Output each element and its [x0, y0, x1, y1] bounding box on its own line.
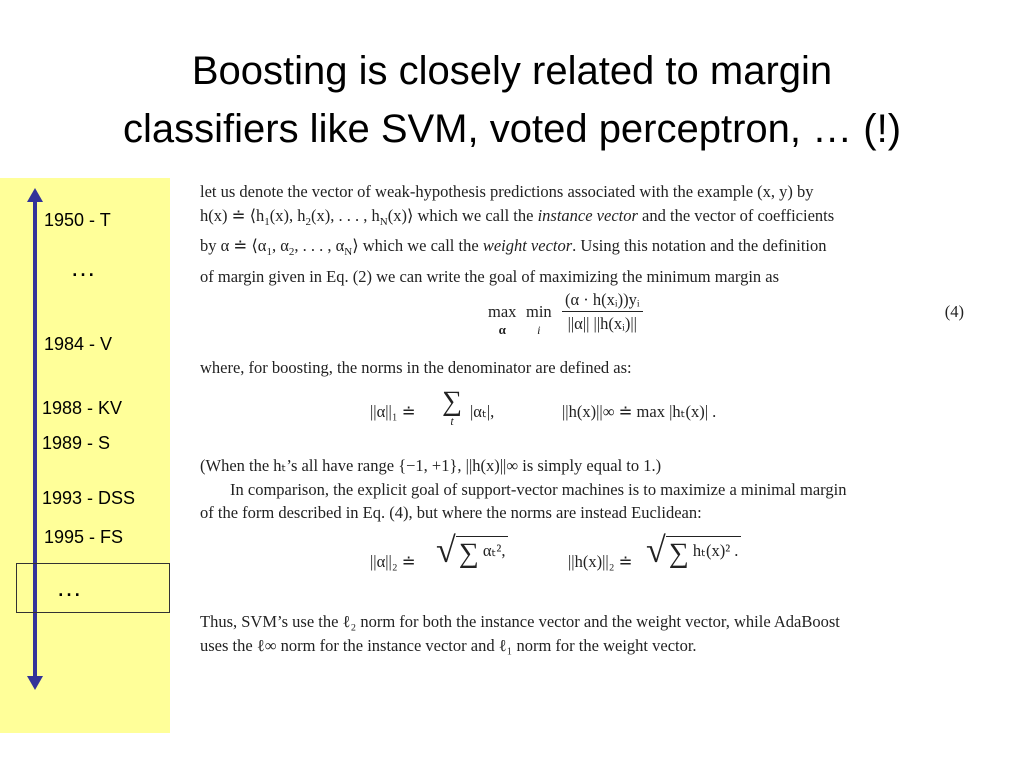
math-text: ||α||₂ ≐: [370, 552, 416, 571]
sqrt-1: [436, 530, 508, 570]
paper-line: uses the ℓ∞ norm for the instance vector and ℓ₁ norm for the weight vector.: [200, 635, 697, 655]
eq4-max: [488, 300, 516, 336]
timeline-entry: 1988 - KV: [42, 398, 123, 418]
paper-line: of the form described in Eq. (4), but where the norms are instead Euclidean:: [200, 503, 702, 522]
subscript: 2: [288, 246, 295, 258]
term-instance-vector: instance vector: [537, 205, 638, 225]
paper-line: Thus, SVM’s use the ℓ₂ norm for both the instance vector and the weight vector, while AdaBoost: [200, 612, 840, 631]
title-line-1: Boosting is closely related to margin: [191, 49, 833, 93]
eq4-min: [526, 300, 552, 336]
math-text: t: [450, 414, 454, 428]
math-text: ||h(x)||∞ ≐ max |hₜ(x)| .: [562, 402, 717, 421]
subscript: 1: [266, 246, 272, 258]
subscript: 1: [264, 215, 270, 228]
timeline-entry: 1995 - FS: [44, 527, 124, 547]
eq4-fraction: [562, 288, 643, 335]
math-text: h(x) ≐ ⟨h: [200, 205, 265, 225]
math-text: αₜ²,: [482, 541, 506, 560]
timeline-entry: 1993 - DSS: [42, 488, 136, 508]
sum-icon: ∑: [668, 538, 689, 569]
math-text: ||h(x)||₂ ≐: [568, 552, 633, 571]
paper-paragraph-4: [200, 610, 964, 657]
fraction-denominator: ||α|| ||h(xᵢ)||: [567, 314, 637, 333]
title-line-2: classifiers like SVM, voted perceptron, … (!): [122, 107, 902, 151]
sum-icon: ∑: [442, 386, 462, 417]
sqrt-body: [456, 536, 509, 569]
arrow-down-icon: [27, 676, 43, 690]
sum-icon: ∑: [458, 538, 479, 569]
math-text: (x), h: [269, 205, 306, 225]
paper-line: In comparison, the explicit goal of support-vector machines is to maximize a minimal margin: [230, 479, 847, 499]
math-text: ||α||₁ ≐: [370, 402, 416, 421]
sum-operator: [442, 386, 462, 430]
timeline-highlight-box: [16, 563, 170, 613]
paper-line: (When the hₜ’s all have range {−1, +1}, ||h(x)||∞ is simply equal to 1.): [200, 456, 662, 475]
paper-line: of margin given in Eq. (2) we can write the goal of maximizing the minimum margin as: [200, 266, 780, 286]
math-text: , α: [271, 236, 289, 255]
math-text: (x), . . . , h: [311, 205, 380, 225]
timeline-ellipsis-bottom: …: [56, 572, 82, 602]
slide-title: [0, 42, 1024, 158]
math-text: max: [488, 302, 517, 321]
math-text: |αₜ|,: [470, 402, 495, 421]
equation-number: (4): [944, 302, 964, 321]
timeline-ellipsis-top: …: [70, 252, 96, 282]
term-weight-vector: weight vector: [482, 236, 573, 255]
math-text: and the vector of coefficients: [637, 205, 835, 225]
paper-paragraph-1: [200, 180, 964, 288]
sqrt-2: [646, 530, 741, 570]
equation-boosting-norms: [200, 386, 964, 436]
math-text: ⟩ which we call the: [352, 236, 483, 255]
subscript: N: [344, 246, 353, 258]
math-text: by α ≐ ⟨α: [200, 236, 267, 255]
subscript: N: [379, 215, 388, 228]
math-text: min: [526, 302, 552, 321]
subscript: 2: [305, 215, 312, 228]
math-text: hₜ(x)² .: [692, 541, 739, 560]
sqrt-icon: √: [646, 530, 666, 570]
paper-line: let us denote the vector of weak-hypothesis predictions associated with the example (x, y) by: [200, 182, 814, 201]
math-text: . Using this notation and the definition: [572, 236, 827, 255]
paper-line: [200, 204, 964, 235]
math-text: i: [537, 322, 541, 337]
math-text: (x)⟩ which we call the: [387, 205, 538, 225]
paper-line: [200, 234, 964, 265]
sqrt-icon: √: [436, 530, 456, 570]
math-text: α: [498, 321, 506, 337]
timeline-entry: 1950 - T: [44, 210, 111, 230]
arrow-up-icon: [27, 188, 43, 202]
equation-svm-norms: [200, 530, 964, 592]
fraction-numerator: (α · h(xᵢ))yᵢ: [562, 288, 643, 312]
sqrt-body: [666, 536, 742, 569]
timeline-entry: 1984 - V: [44, 334, 113, 354]
paper-paragraph-3: [200, 454, 964, 525]
math-text: , . . . , α: [294, 236, 345, 255]
timeline-entry: 1989 - S: [42, 433, 111, 453]
equation-4: [200, 288, 964, 340]
paper-paragraph-2: where, for boosting, the norms in the denominator are defined as:: [200, 358, 632, 377]
